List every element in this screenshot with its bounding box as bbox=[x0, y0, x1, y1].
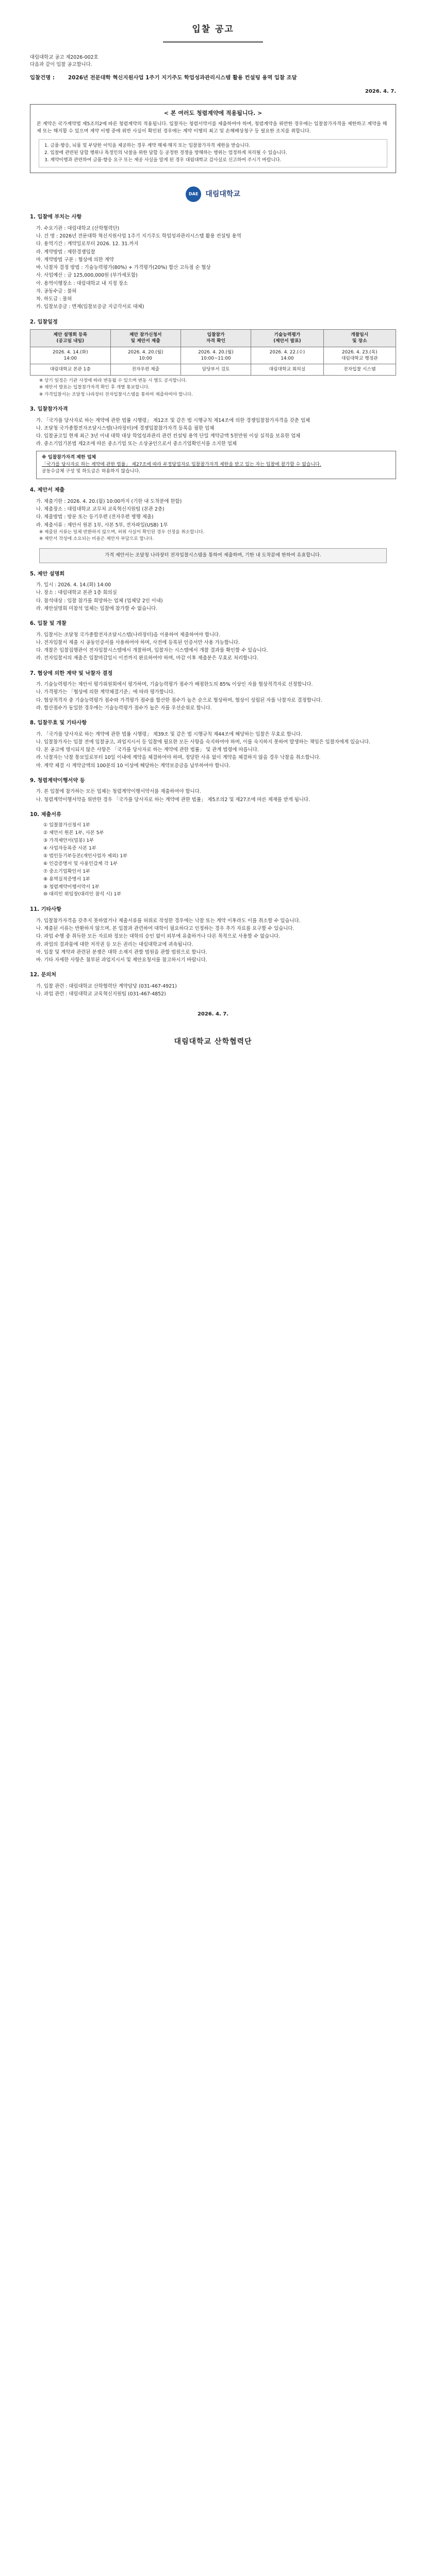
footer-date: 2026. 4. 7. bbox=[197, 1011, 229, 1018]
integrity-notice-item: 1. 금품·향응, 뇌물 및 부당한 이익을 제공하는 경우 계약 해제·해지 또는 입찰참가자격 제한을 받습니다. bbox=[44, 143, 251, 149]
list-item: 다. 과업 수행 중 취득한 모든 자료와 정보는 대학의 승인 없이 외부에 유출하거나 다른 목적으로 사용할 수 없습니다. bbox=[36, 934, 281, 940]
section-3-highlight bbox=[36, 451, 396, 480]
table-header-cell: 개찰일시 및 장소 bbox=[323, 330, 396, 347]
section-7-list bbox=[30, 681, 396, 712]
list-item: 가. 「국가를 당사자로 하는 계약에 관한 법률 시행령」 제39조 및 같은 법 시행규칙 제44조에 해당하는 입찰은 무효로 합니다. bbox=[36, 731, 302, 737]
list-item: 가. 입찰참가자격을 갖추지 못하였거나 제출서류를 허위로 작성한 경우에는 낙찰 또는 계약 이후라도 이를 취소할 수 있습니다. bbox=[36, 918, 301, 924]
section-12-list bbox=[30, 982, 396, 998]
integrity-notice-box bbox=[30, 104, 396, 174]
section-8-title: 8. 입찰무효 및 기타사항 bbox=[30, 720, 87, 726]
section-1-list bbox=[30, 225, 396, 311]
table-header-row bbox=[30, 330, 396, 347]
university-emblem-icon: DAE bbox=[186, 187, 201, 202]
table-row bbox=[30, 364, 396, 375]
list-item: 다. 협상적격자 중 기술능력평가 점수와 가격평가 점수를 합산한 점수가 높은 순으로 협상하며, 협상이 성립된 자를 낙찰자로 결정합니다. bbox=[36, 697, 322, 703]
list-item: 바. 기타 자세한 사항은 첨부된 과업지시서 및 제안요청서를 참고하시기 바랍니다. bbox=[36, 957, 207, 963]
list-item: 가. 수요기관 : 대림대학교 (산학협력단) bbox=[36, 226, 120, 231]
section-3-title: 3. 입찰참가자격 bbox=[30, 406, 68, 413]
section-4-title: 4. 제안서 제출 bbox=[30, 487, 65, 494]
footer-organization: 대림대학교 산학협력단 bbox=[174, 1038, 252, 1046]
table-cell: 전자우편 제출 bbox=[110, 364, 181, 375]
section-9-title: 9. 청렴계약이행서약 등 bbox=[30, 777, 85, 784]
subject-row bbox=[30, 74, 396, 82]
list-item: 라. 과업의 결과물에 대한 저작권 등 모든 권리는 대림대학교에 귀속됩니다. bbox=[36, 941, 193, 947]
section-11-title: 11. 기타사항 bbox=[30, 907, 61, 913]
section-6-list bbox=[30, 631, 396, 663]
title-wrap bbox=[30, 23, 396, 43]
list-item: 마. 계약 체결 시 계약금액의 100분의 10 이상에 해당하는 계약보증금을 납부하여야 합니다. bbox=[36, 762, 231, 769]
note-item: ※ 제안서 발표는 입찰참가자격 확인 후 개별 통보합니다. bbox=[39, 385, 150, 391]
table-row bbox=[30, 347, 396, 364]
list-item: 나. 제출장소 : 대림대학교 교무처 교육혁신지원팀 (본관 2층) bbox=[36, 506, 165, 513]
list-item: 라. 제안설명회 미참석 업체는 입찰에 참가할 수 없습니다. bbox=[36, 605, 158, 612]
section-2-title: 2. 입찰일정 bbox=[30, 319, 58, 325]
list-item: 가. 「국가를 당사자로 하는 계약에 관한 법률 시행령」 제12조 및 같은 법 시행규칙 제14조에 의한 경쟁입찰참가자격을 갖춘 업체 bbox=[36, 417, 310, 423]
list-item: 가. 제출기한 : 2026. 4. 20.(월) 10:00까지 (기한 내 도착분에 한함) bbox=[36, 498, 182, 504]
price-proposal-tip: 가격 제안서는 조달청 나라장터 전자입찰시스템을 통하여 제출하며, 기한 내 도착분에 한하여 유효합니다. bbox=[39, 548, 387, 563]
document-item: ⑤ 법인등기부등본(개인사업자 제외) 1부 bbox=[43, 853, 128, 859]
table-cell: 대림대학교 회의실 bbox=[251, 364, 323, 375]
section-2-notes bbox=[30, 378, 396, 398]
list-item: 나. 장소 : 대림대학교 본관 1층 회의실 bbox=[36, 590, 117, 596]
highlight-title: ※ 입찰참가자격 제한 업체 bbox=[42, 454, 96, 460]
announce-number: 대림대학교 공고 제2026-002호 bbox=[30, 54, 99, 60]
list-item: 다. 개찰은 입찰집행관이 전자입찰시스템에서 개찰하며, 입찰자는 시스템에서 개찰 결과를 확인할 수 있습니다. bbox=[36, 648, 268, 654]
list-item: 라. 제출서류 : 제안서 원본 1부, 사본 5부, 전자파일(USB) 1부 bbox=[36, 522, 168, 528]
list-item: 나. 가격평가는 「협상에 의한 계약체결기준」에 따라 평가합니다. bbox=[36, 689, 175, 696]
list-item: 다. 용역기간 : 계약일로부터 2026. 12. 31.까지 bbox=[36, 241, 139, 247]
university-logo-name: 대림대학교 bbox=[205, 190, 240, 199]
required-documents-list bbox=[30, 822, 396, 899]
table-cell: 전자입찰 시스템 bbox=[323, 364, 396, 375]
list-item: 나. 전자입찰서 제출 시 공동인증서를 사용하여야 하며, 사전에 등록된 인증서만 사용 가능합니다. bbox=[36, 639, 240, 646]
section-10-title: 10. 제출서류 bbox=[30, 811, 61, 818]
list-item: 다. 본 공고에 명시되지 않은 사항은 「국가를 당사자로 하는 계약에 관한 법률」 및 관계 법령에 따릅니다. bbox=[36, 747, 259, 753]
list-item: 가. 입찰 관련 : 대림대학교 산학협력단 계약담당 (031-467-4921) bbox=[36, 983, 177, 989]
university-logo bbox=[30, 187, 396, 202]
list-item: 자. 공동수급 : 불허 bbox=[36, 288, 77, 294]
section-4-list bbox=[30, 498, 396, 529]
list-item: 다. 제출방법 : 방문 또는 등기우편 (전자우편 병행 제출) bbox=[36, 514, 154, 520]
list-item: 바. 낙찰자 결정 방법 : 기술능력평가(80%) + 가격평가(20%) 합산 고득점 순 협상 bbox=[36, 265, 211, 271]
document-item: ⑨ 청렴계약이행서약서 1부 bbox=[43, 884, 100, 890]
list-item: 차. 하도급 : 불허 bbox=[36, 296, 72, 302]
section-1-title: 1. 입찰에 부치는 사항 bbox=[30, 214, 82, 221]
integrity-notice-item: 3. 계약이행과 관련하여 금품·향응 요구 또는 제공 사실을 알게 된 경우 대림대학교 감사실로 신고하여 주시기 바랍니다. bbox=[44, 157, 282, 163]
integrity-notice-body: 본 계약은 국가계약법 제5조의2에 따른 청렴계약의 적용됩니다. 입찰자는 청렴서약서를 제출하여야 하며, 청렴계약을 위반한 경우에는 입찰참가자격을 제한하고 계약을 해제 또는 해지할 수 있으며 계약 이행 중에 위반 사실이 확인된 경우에는 계약 이행의 최고 및 손해배상청구 등 필요한 조치를 취합니다. bbox=[37, 121, 387, 134]
list-item: 다. 입찰공고일 현재 최근 3년 이내 대학 대상 학업성과관리 관련 컨설팅 용역 단일 계약금액 5천만원 이상 실적을 보유한 업체 bbox=[36, 433, 301, 439]
subject-value: 2026년 전문대학 혁신지원사업 1주기 지기주도 학업성과관리시스템 활용 컨설팅 용역 입찰 조달 bbox=[68, 74, 297, 81]
document-item: ⑥ 인감증명서 및 사용인감계 각 1부 bbox=[43, 860, 118, 867]
list-item: 라. 계약방법 : 제한경쟁입찰 bbox=[36, 249, 95, 255]
document-item: ④ 사업자등록증 사본 1부 bbox=[43, 845, 96, 851]
list-item: 나. 조달청 국가종합전자조달시스템(나라장터)에 경쟁입찰참가자격 등록을 필한 업체 bbox=[36, 425, 215, 431]
list-item: 나. 청렴계약이행서약을 위반한 경우 「국가를 당사자로 하는 계약에 관한 법률」 제5조의2 및 제27조에 따른 제재를 받게 됩니다. bbox=[36, 796, 310, 803]
highlight-line: 공동수급체 구성 및 하도급은 허용하지 않습니다. bbox=[42, 469, 141, 474]
document-item: ① 입찰참가신청서 1부 bbox=[43, 822, 90, 828]
table-header-cell: 제안 설명회 등록 (공고일 내일) bbox=[30, 330, 111, 347]
document-item: ⑦ 중소기업확인서 1부 bbox=[43, 868, 90, 874]
section-5-title: 5. 제안 설명회 bbox=[30, 571, 65, 577]
highlight-line: 「국가를 당사자로 하는 계약에 관한 법률」 제27조에 따라 부정당업자로 입찰참가자격 제한을 받고 있는 자는 입찰에 참가할 수 없습니다. bbox=[42, 462, 321, 467]
section-3-list bbox=[30, 417, 396, 448]
list-item: 다. 참석대상 : 입찰 참가를 희망하는 업체 (업체당 2인 이내) bbox=[36, 598, 163, 604]
note-item: ※ 상기 일정은 기관 사정에 따라 변동될 수 있으며 변동 시 별도 공지합니다. bbox=[39, 378, 187, 383]
section-11-list bbox=[30, 917, 396, 964]
page-title: 입찰 공고 bbox=[163, 23, 263, 43]
integrity-notice-item: 2. 입찰에 관련된 담합 행위나 특정인의 낙찰을 위한 담합 등 공정한 경쟁을 방해하는 행위는 엄정하게 처리될 수 있습니다. bbox=[44, 150, 287, 156]
list-item: 가. 기술능력평가는 제안서 평가위원회에서 평가하며, 기술능력평가 점수가 배점한도의 85% 이상인 자를 협상적격자로 선정합니다. bbox=[36, 682, 313, 688]
section-6-title: 6. 입찰 및 개찰 bbox=[30, 621, 67, 627]
subject-label: 입찰건명 : bbox=[30, 74, 55, 81]
note-item: ※ 제출된 서류는 일체 반환하지 않으며, 허위 사실이 확인된 경우 선정을 취소합니다. bbox=[39, 529, 205, 535]
note-item: ※ 가격입찰서는 조달청 나라장터 전자입찰시스템을 통하여 제출하여야 합니다. bbox=[39, 392, 193, 397]
list-item: 가. 일시 : 2026. 4. 14.(화) 14:00 bbox=[36, 582, 111, 588]
section-4-notes bbox=[30, 529, 396, 543]
list-item: 라. 낙찰자는 낙찰 통보일로부터 10일 이내에 계약을 체결하여야 하며, 정당한 사유 없이 계약을 체결하지 않을 경우 낙찰을 취소합니다. bbox=[36, 755, 321, 761]
note-item: ※ 제안서 작성에 소요되는 비용은 제안자 부담으로 합니다. bbox=[39, 536, 154, 542]
list-item: 나. 입찰참가자는 입찰 전에 입찰공고, 과업지시서 등 입찰에 필요한 모든 사항을 숙지하여야 하며, 이를 숙지하지 못하여 발생하는 책임은 입찰자에게 있습니다. bbox=[36, 739, 371, 745]
posting-line: 다음과 같이 입찰 공고합니다. bbox=[30, 61, 92, 67]
integrity-notice-items bbox=[39, 139, 387, 167]
list-item: 나. 과업 관련 : 대림대학교 교육혁신지원팀 (031-467-4852) bbox=[36, 991, 166, 997]
section-5-list bbox=[30, 581, 396, 613]
list-item: 라. 합산점수가 동일한 경우에는 기술능력평가 점수가 높은 자를 우선순위로 합니다. bbox=[36, 705, 212, 711]
table-cell: 2026. 4. 22.(수) 14:00 bbox=[251, 347, 323, 364]
list-item: 라. 중소기업기본법 제2조에 따른 중소기업 또는 소상공인으로서 중소기업확인서를 소지한 업체 bbox=[36, 441, 237, 447]
section-9-list bbox=[30, 788, 396, 803]
section-7-title: 7. 협상에 의한 계약 및 낙찰자 결정 bbox=[30, 670, 113, 676]
table-header-cell: 기술능력평가 (제안서 발표) bbox=[251, 330, 323, 347]
announce-date: 2026. 4. 7. bbox=[365, 88, 396, 94]
table-cell: 2026. 4. 14.(화) 14:00 bbox=[30, 347, 111, 364]
list-item: 카. 입찰보증금 : 면제(입찰보증금 지급각서로 대체) bbox=[36, 304, 144, 310]
document-item: ⑧ 용역실적증명서 1부 bbox=[43, 876, 90, 882]
list-item: 사. 사업예산 : 금 125,000,000원 (부가세포함) bbox=[36, 273, 138, 279]
document-item: ⑩ 대리인 위임장(대리인 참석 시) 1부 bbox=[43, 891, 122, 897]
document-item: ③ 가격제안서(밀봉) 1부 bbox=[43, 838, 94, 844]
list-item: 마. 계약방법 구분 : 협상에 의한 계약 bbox=[36, 257, 114, 263]
list-item: 가. 입찰서는 조달청 국가종합전자조달시스템(나라장터)을 이용하여 제출하여야 합니다. bbox=[36, 632, 221, 638]
list-item: 가. 본 입찰에 참가하는 모든 업체는 청렴계약이행서약서를 제출하여야 합니다. bbox=[36, 789, 201, 795]
list-item: 마. 입찰 및 계약과 관련된 분쟁은 대학 소재지 관할 법원을 관할 법원으로 합니다. bbox=[36, 949, 207, 955]
table-cell: 2026. 4. 23.(목) 대림대학교 행정관 bbox=[323, 347, 396, 364]
document-page bbox=[0, 0, 426, 1069]
table-header-cell: 제안 참가신청서 및 제안서 제출 bbox=[110, 330, 181, 347]
list-item: 나. 제출된 서류는 반환하지 않으며, 본 입찰과 관련하여 대학이 필요하다고 인정하는 경우 추가 자료를 요구할 수 있습니다. bbox=[36, 926, 294, 932]
document-item: ② 제안서 원본 1부, 사본 5부 bbox=[43, 830, 104, 836]
table-cell: 2026. 4. 20.(월) 10:00 bbox=[110, 347, 181, 364]
integrity-notice-title: < 본 여러도 청렴계약에 적용됩니다. > bbox=[163, 109, 263, 116]
schedule-table bbox=[30, 329, 396, 376]
section-8-list bbox=[30, 731, 396, 770]
table-header-cell: 입찰참가 자격 확인 bbox=[181, 330, 251, 347]
section-12-title: 12. 문의처 bbox=[30, 972, 57, 978]
list-item: 라. 전자입찰서의 제출은 입찰마감일시 이전까지 완료하여야 하며, 마감 이후 제출분은 무효로 처리합니다. bbox=[36, 655, 259, 662]
table-cell: 대림대학교 본관 1층 bbox=[30, 364, 111, 375]
list-item: 나. 건 명 : 2026년 전문대학 혁신지원사업 1주기 지기주도 학업성과관리시스템 활용 컨설팅 용역 bbox=[36, 233, 241, 240]
table-cell: 2026. 4. 20.(월) 10:00~11:00 bbox=[181, 347, 251, 364]
list-item: 아. 용역이행장소 : 대림대학교 내 지정 장소 bbox=[36, 280, 128, 286]
table-cell: 담당부서 검토 bbox=[181, 364, 251, 375]
